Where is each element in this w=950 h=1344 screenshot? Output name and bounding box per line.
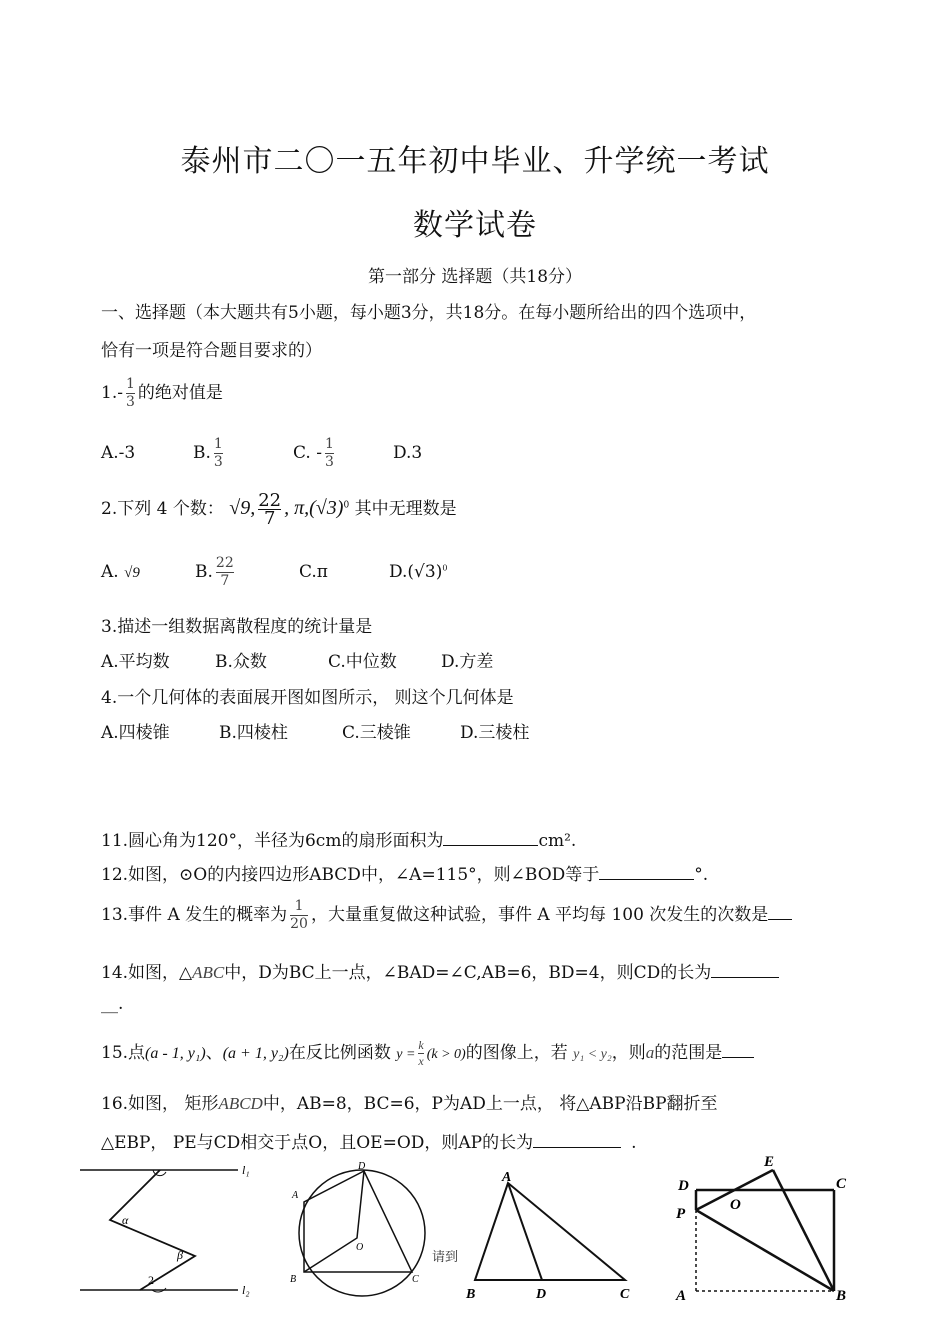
label-c: C <box>836 1176 847 1192</box>
q1-option-b-num: 1 <box>213 436 223 452</box>
q13-suffix: ，大量重复做这种试验，事件 A 平均每 100 次发生的次数是 <box>310 905 769 925</box>
q11-answer-blank[interactable] <box>443 829 538 846</box>
q13-answer-blank[interactable] <box>768 903 792 920</box>
q15-var: a <box>645 1043 655 1062</box>
label-p: P <box>676 1206 686 1222</box>
q1-option-a[interactable]: A.-3 <box>101 443 136 463</box>
question-12 <box>101 860 708 885</box>
q4-option-c[interactable]: C.三棱锥 <box>342 723 411 743</box>
q3-option-c[interactable]: C.中位数 <box>328 652 397 672</box>
q15-fn-num: k <box>418 1038 424 1052</box>
q15-mid3: ，则 <box>611 1043 646 1063</box>
q1-prefix: 1.- <box>101 383 123 403</box>
label-c: C <box>412 1274 419 1285</box>
q14-answer-blank[interactable] <box>711 961 779 978</box>
q2-option-b[interactable] <box>195 555 299 590</box>
q1-frac-num: 1 <box>125 376 135 392</box>
question-15 <box>101 1038 754 1069</box>
q2-expr-pi: , π,(√3) <box>284 497 344 519</box>
q1-option-b-label: B. <box>193 443 211 463</box>
label-b: B <box>466 1287 476 1302</box>
q1-option-c-num: 1 <box>324 436 334 452</box>
exam-title: 泰州市二〇一五年初中毕业、升学统一考试 <box>180 144 770 179</box>
question-3-options <box>101 647 493 672</box>
q2-frac-den: 7 <box>258 509 281 527</box>
label-e: E <box>764 1154 775 1170</box>
label-b: B <box>290 1274 297 1285</box>
figure-parallel-lines <box>80 1158 270 1303</box>
q3-option-b[interactable]: B.众数 <box>215 652 267 672</box>
label-beta: β <box>177 1248 183 1262</box>
section-heading: 第一部分 选择题（共18分） <box>367 267 583 287</box>
q15-inequality: y₁ < y₂ <box>573 1047 612 1062</box>
label-a: A <box>502 1170 512 1185</box>
figure-inscribed-quadrilateral <box>282 1158 432 1298</box>
q15-mid: 在反比例函数 <box>288 1043 391 1063</box>
question-14 <box>101 958 779 983</box>
q13-frac-den: 20 <box>290 916 308 932</box>
question-16-line-1 <box>101 1089 718 1114</box>
q2-suffix: 其中无理数是 <box>354 499 457 519</box>
question-1-options <box>101 436 422 471</box>
q16-rectangle: ABCD <box>218 1094 263 1113</box>
q1-suffix: 的绝对值是 <box>137 383 223 403</box>
label-d: D <box>678 1178 689 1194</box>
question-3-stem: 3.描述一组数据离散程度的统计量是 <box>101 617 373 637</box>
label-c: C <box>620 1287 630 1302</box>
q15-suffix: 的范围是 <box>654 1043 723 1063</box>
q3-option-a[interactable]: A.平均数 <box>101 652 170 672</box>
q11-text: 11.圆心角为120°，半径为6cm的扇形面积为 <box>101 831 444 851</box>
figure-triangle-abc <box>460 1165 640 1305</box>
q14-triangle: ABC <box>192 963 225 982</box>
q15-mid2: 的图像上，若 <box>465 1043 568 1063</box>
q12-text: 12.如图，⊙O的内接四边形ABCD中，∠A=115°，则∠BOD等于 <box>101 865 600 885</box>
question-11 <box>101 826 576 851</box>
q2-option-d-label: D.(√3) <box>389 562 443 582</box>
question-2-stem <box>101 492 457 527</box>
label-o: O <box>356 1242 364 1253</box>
q16-line-2-text: △EBP， PE与CD相交于点O，且OE=OD，则AP的长为 <box>101 1133 534 1153</box>
label-l2: l₂ <box>242 1283 250 1297</box>
q1-fraction <box>126 376 135 411</box>
triangle-abc <box>475 1183 625 1280</box>
q2-option-d[interactable] <box>389 562 447 582</box>
q15-fn-den: x <box>418 1054 424 1068</box>
q15-condition: (k > 0) <box>426 1047 466 1062</box>
q15-answer-blank[interactable] <box>722 1041 754 1058</box>
q15-separator: 、 <box>205 1043 223 1063</box>
q2-option-b-label: B. <box>195 562 213 582</box>
q16-suffix: 中，AB=8，BC=6，P为AD上一点， 将△ABP沿BP翻折至 <box>262 1094 718 1114</box>
q1-option-c[interactable] <box>293 436 393 471</box>
q2-option-b-den: 7 <box>216 572 234 590</box>
q1-option-d[interactable]: D.3 <box>393 443 423 463</box>
q2-option-a[interactable] <box>101 562 195 582</box>
q12-answer-blank[interactable] <box>599 863 694 880</box>
q2-exponent: 0 <box>343 500 350 511</box>
label-o: O <box>730 1197 741 1213</box>
q1-frac-den: 3 <box>125 394 135 410</box>
q4-option-d[interactable]: D.三棱柱 <box>460 723 530 743</box>
question-4-stem: 4.一个几何体的表面展开图如图所示， 则这个几何体是 <box>101 688 514 708</box>
question-14-continuation: __. <box>101 994 124 1014</box>
label-angle-2: 2 <box>148 1273 154 1287</box>
q15-point-2: (a + 1, y₂) <box>222 1045 289 1062</box>
q16-prefix: 16.如图， 矩形 <box>101 1094 219 1114</box>
q14-prefix: 14.如图，△ <box>101 963 193 983</box>
q12-unit: °. <box>694 865 709 885</box>
q16-end: . <box>631 1133 637 1153</box>
label-a: A <box>676 1288 687 1304</box>
figure-rectangle-fold <box>670 1148 860 1308</box>
q2-frac-num: 22 <box>258 490 282 511</box>
question-16-line-2 <box>101 1128 637 1153</box>
q1-option-c-den: 3 <box>324 454 334 470</box>
q13-prefix: 13.事件 A 发生的概率为 <box>101 905 288 925</box>
label-d: D <box>358 1161 366 1172</box>
q15-point-1: (a - 1, y₁) <box>145 1045 206 1062</box>
q2-option-a-label: A. <box>101 562 119 582</box>
q3-option-d[interactable]: D.方差 <box>441 652 494 672</box>
instructions-line-2: 恰有一项是符合题目要求的） <box>101 341 322 361</box>
label-l1: l₁ <box>242 1163 250 1177</box>
question-4-options <box>101 718 529 743</box>
label-a: A <box>292 1190 299 1201</box>
q1-option-b-den: 3 <box>213 454 223 470</box>
q2-option-c[interactable]: C.π <box>299 562 328 582</box>
q4-option-a[interactable]: A.四棱锥 <box>101 723 170 743</box>
q2-option-d-exp: 0 <box>442 563 448 573</box>
q14-suffix: 中，D为BC上一点，∠BAD=∠C,AB=6，BD=4，则CD的长为 <box>224 963 712 983</box>
q2-option-b-num: 22 <box>215 555 234 571</box>
label-alpha: α <box>122 1213 129 1227</box>
label-b: B <box>836 1288 847 1304</box>
q13-frac-num: 1 <box>294 898 304 914</box>
figure-2-caption: 请到 <box>432 1250 459 1265</box>
label-d: D <box>536 1287 547 1302</box>
instructions-line-1: 一、选择题（本大题共有5小题，每小题3分，共18分。在每小题所给出的四个选项中， <box>101 303 757 323</box>
q4-option-b[interactable]: B.四棱柱 <box>219 723 288 743</box>
q2-option-a-expr: √9 <box>124 565 140 581</box>
q16-answer-blank[interactable] <box>533 1131 621 1148</box>
q15-fn-y: y = <box>396 1047 416 1062</box>
q2-expr-sqrt9: √9, <box>229 497 256 519</box>
question-13 <box>101 898 792 933</box>
q15-prefix: 15.点 <box>101 1043 146 1063</box>
q1-option-b[interactable] <box>193 436 293 471</box>
exam-subtitle: 数学试卷 <box>413 208 537 243</box>
question-1-stem <box>101 376 223 411</box>
zigzag-path <box>110 1170 195 1290</box>
q1-option-c-label: C. - <box>293 443 322 463</box>
question-2-options <box>101 555 447 590</box>
q11-unit: cm². <box>538 831 577 851</box>
q2-prefix: 2.下列 4 个数： <box>101 499 224 519</box>
